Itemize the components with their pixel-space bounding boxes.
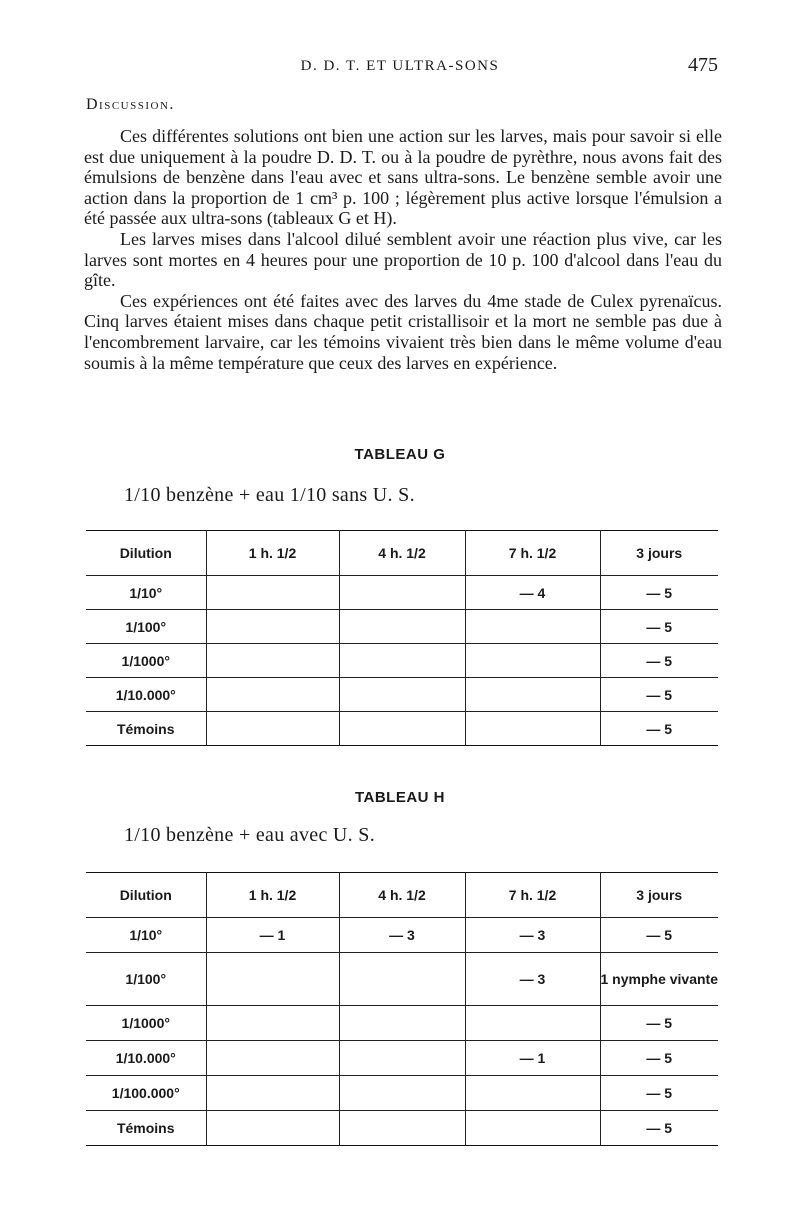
table-cell xyxy=(465,678,600,712)
table-cell xyxy=(206,610,339,644)
table-cell xyxy=(339,1076,465,1111)
column-header-4h30: 4 h. 1/2 xyxy=(339,531,465,576)
table-row xyxy=(86,1111,718,1146)
table-g-caption: 1/10 benzène + eau 1/10 sans U. S. xyxy=(124,484,415,506)
table-row xyxy=(86,678,718,712)
dilution-cell: Témoins xyxy=(116,1120,175,1136)
paragraph: Ces expériences ont été faites avec des larves du 4me stade de Culex pyrenaïcus. Cinq larves étaient mises dans chaque petit cristallisoir et la mort ne semble pas due à l'encombrement larvaire, car les témoins vivaient très bien dans le même volume d'eau soumis à la même température que ceux des larves en expérience. xyxy=(84,290,722,373)
discussion-body xyxy=(84,126,722,373)
table-cell xyxy=(206,678,339,712)
table-row xyxy=(86,610,718,644)
section-heading: Discussion. xyxy=(86,96,175,113)
table-row xyxy=(86,576,718,610)
table-cell xyxy=(206,953,339,1006)
table-cell: — 1 xyxy=(206,918,339,953)
table-cell xyxy=(465,1111,600,1146)
table-cell: — 3 xyxy=(339,918,465,953)
table-cell: — 5 xyxy=(600,1041,718,1076)
dilution-cell: 1/10° xyxy=(86,576,206,610)
table-g xyxy=(86,530,718,746)
table-g-title: TABLEAU G xyxy=(354,446,446,463)
table-cell xyxy=(339,610,465,644)
dilution-cell: 1/100.000° xyxy=(86,1076,206,1111)
table-cell: — 5 xyxy=(600,1006,718,1041)
table-cell: — 5 xyxy=(600,644,718,678)
table-row xyxy=(86,918,718,953)
table-cell: — 5 xyxy=(600,576,718,610)
table-cell xyxy=(339,1006,465,1041)
dilution-cell: 1/10.000° xyxy=(86,1041,206,1076)
table-row xyxy=(86,712,718,746)
page-number: 475 xyxy=(688,54,718,76)
column-header-3-jours: 3 jours xyxy=(600,873,718,918)
table-cell: — 5 xyxy=(600,610,718,644)
table-cell xyxy=(206,644,339,678)
table-cell: — 5 xyxy=(600,1111,718,1146)
table-cell xyxy=(206,1006,339,1041)
table-cell: — 5 xyxy=(600,1076,718,1111)
dilution-cell: 1/1000° xyxy=(86,1006,206,1041)
table-cell xyxy=(465,712,600,746)
dilution-cell: 1/1000° xyxy=(86,644,206,678)
table-cell xyxy=(339,1041,465,1076)
table-cell xyxy=(339,953,465,1006)
table-h xyxy=(86,872,718,1146)
table-cell: — 3 xyxy=(465,953,600,1006)
column-header-dilution: Dilution xyxy=(86,873,206,918)
dilution-cell: 1/10.000° xyxy=(86,678,206,712)
column-header-1h30: 1 h. 1/2 xyxy=(206,531,339,576)
table-row xyxy=(86,1041,718,1076)
table-cell xyxy=(339,712,465,746)
column-header-3-jours: 3 jours xyxy=(600,531,718,576)
column-header-dilution: Dilution xyxy=(86,531,206,576)
table-row xyxy=(86,953,718,1006)
table-cell: 1 nymphe vivante xyxy=(600,953,718,1006)
running-head: D. D. T. ET ULTRA-SONS xyxy=(300,58,500,74)
table-cell xyxy=(206,576,339,610)
table-cell xyxy=(465,1076,600,1111)
table-header-row xyxy=(86,531,718,576)
table-cell xyxy=(465,644,600,678)
table-cell: — 4 xyxy=(465,576,600,610)
table-cell xyxy=(339,576,465,610)
table-header-row xyxy=(86,873,718,918)
table-cell: — 1 xyxy=(465,1041,600,1076)
dilution-cell: 1/100° xyxy=(86,953,206,1006)
table-cell xyxy=(465,1006,600,1041)
table-cell xyxy=(339,1111,465,1146)
table-cell xyxy=(206,1076,339,1111)
table-row xyxy=(86,1076,718,1111)
table-h-caption: 1/10 benzène + eau avec U. S. xyxy=(124,824,375,846)
paragraph: Les larves mises dans l'alcool dilué semblent avoir une réaction plus vive, car les larves sont mortes en 4 heures pour une proportion de 10 p. 100 d'alcool dans l'eau du gîte. xyxy=(84,228,722,291)
dilution-cell: Témoins xyxy=(116,720,175,737)
column-header-4h30: 4 h. 1/2 xyxy=(339,873,465,918)
table-cell: — 5 xyxy=(600,918,718,953)
table-cell xyxy=(206,1111,339,1146)
table-cell: — 3 xyxy=(465,918,600,953)
column-header-1h30: 1 h. 1/2 xyxy=(206,873,339,918)
table-cell: — 5 xyxy=(600,712,718,746)
column-header-7h30: 7 h. 1/2 xyxy=(465,531,600,576)
dilution-cell: 1/100° xyxy=(86,610,206,644)
table-cell xyxy=(465,610,600,644)
table-cell xyxy=(206,712,339,746)
table-h-title: TABLEAU H xyxy=(354,789,446,806)
paragraph: Ces différentes solutions ont bien une action sur les larves, mais pour savoir si elle est due uniquement à la poudre D. D. T. ou à la poudre de pyrèthre, nous avons fait des émulsions de benzène dans l'eau avec et sans ultra-sons. Le benzène semble avoir une action dans la proportion de 1 cm³ p. 100 ; légèrement plus active lorsque l'émulsion a été passée aux ultra-sons (tableaux G et H). xyxy=(84,126,722,229)
table-row xyxy=(86,1006,718,1041)
table-cell: — 5 xyxy=(600,678,718,712)
table-cell xyxy=(339,644,465,678)
dilution-cell: 1/10° xyxy=(86,918,206,953)
table-cell xyxy=(339,678,465,712)
table-cell xyxy=(206,1041,339,1076)
table-row xyxy=(86,644,718,678)
column-header-7h30: 7 h. 1/2 xyxy=(465,873,600,918)
